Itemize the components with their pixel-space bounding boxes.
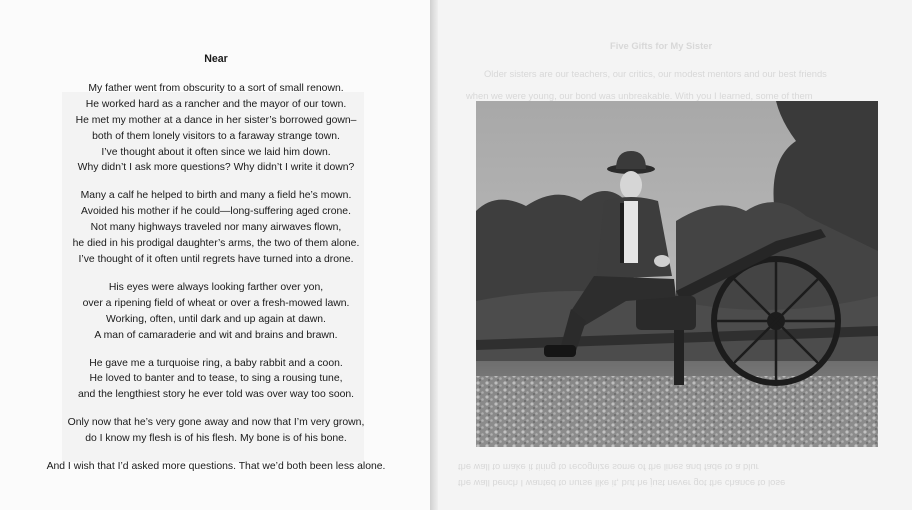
stanza-6 xyxy=(18,459,414,475)
shirt xyxy=(624,201,638,263)
left-page xyxy=(0,0,430,510)
poem-line: He loved to banter and to tease, to sing a rousing tune, xyxy=(89,373,343,385)
book-gutter xyxy=(430,0,438,510)
poem-line: I’ve thought of it often until regrets have turned into a drone. xyxy=(78,253,354,265)
poem-line: His eyes were always looking farther over yon, xyxy=(108,281,324,293)
hand xyxy=(654,255,670,267)
bleed-through-text: the wall bench I wanted to nurse like it, but he just never got the chance to lose xyxy=(458,478,786,489)
poem-line: And I wish that I’d asked more questions. That we’d both been less alone. xyxy=(46,461,386,473)
poem-line: He gave me a turquoise ring, a baby rabbit and a coon. xyxy=(89,357,343,369)
poem-line: A man of camaraderie and wit and brains and brawn. xyxy=(94,329,338,341)
poem-title: Near xyxy=(204,53,228,65)
poem-line: Why didn’t I ask more questions? Why didn’t I write it down? xyxy=(77,162,355,174)
poem-line: Many a calf he helped to birth and many a field he’s mown. xyxy=(80,190,352,202)
stanza-3 xyxy=(18,280,414,344)
bleed-through-text: Older sisters are our teachers, our critics, our modest mentors and our best friends xyxy=(484,68,827,79)
stanza-5 xyxy=(18,415,414,447)
poem xyxy=(18,52,414,487)
mower-wheel xyxy=(714,259,838,383)
bleed-through-text: when we were young, our bond was unbreakable. With you I learned, some of them xyxy=(466,90,813,101)
poem-line: both of them lonely visitors to a faraway strange town. xyxy=(92,130,340,142)
seat-post xyxy=(674,330,684,385)
poem-line: My father went from obscurity to a sort of small renown. xyxy=(88,82,344,94)
poem-line: He worked hard as a rancher and the mayor of our town. xyxy=(85,98,347,110)
stanza-1 xyxy=(18,81,414,176)
stanza-2 xyxy=(18,188,414,268)
mower-seat xyxy=(636,296,696,330)
poem-line: he died in his prodigal daughter’s arms, the two of them alone. xyxy=(72,238,360,250)
face xyxy=(620,171,642,199)
poem-line: I’ve thought about it often since we laid him down. xyxy=(101,146,331,158)
poem-line: do I know my flesh is of his flesh. My bone is of his bone. xyxy=(85,433,347,445)
photograph xyxy=(476,101,878,447)
bleed-through-text: the wall to make it tiring to recognize some of the lines and fade to a blur xyxy=(458,462,759,473)
poem-line: over a ripening field of wheat or over a fresh-mowed lawn. xyxy=(82,297,350,309)
poem-line: Working, often, until dark and up again at dawn. xyxy=(106,313,326,325)
poem-line: Avoided his mother if he could—long-suffering aged crone. xyxy=(81,206,351,218)
poem-line: Not many highways traveled nor many airwaves flown, xyxy=(90,222,342,234)
bleed-through-title: Five Gifts for My Sister xyxy=(610,40,713,51)
poem-line: He met my mother at a dance in her sister’s borrowed gown– xyxy=(75,114,357,126)
stanza-4 xyxy=(18,356,414,404)
photo-gravel xyxy=(476,376,878,447)
boot xyxy=(544,345,576,357)
right-page xyxy=(438,0,912,510)
poem-line: and the lengthiest story he ever told was over way too soon. xyxy=(77,389,355,401)
suspenders xyxy=(620,203,624,263)
poem-line: Only now that he’s very gone away and now that I’m very grown, xyxy=(67,417,365,429)
